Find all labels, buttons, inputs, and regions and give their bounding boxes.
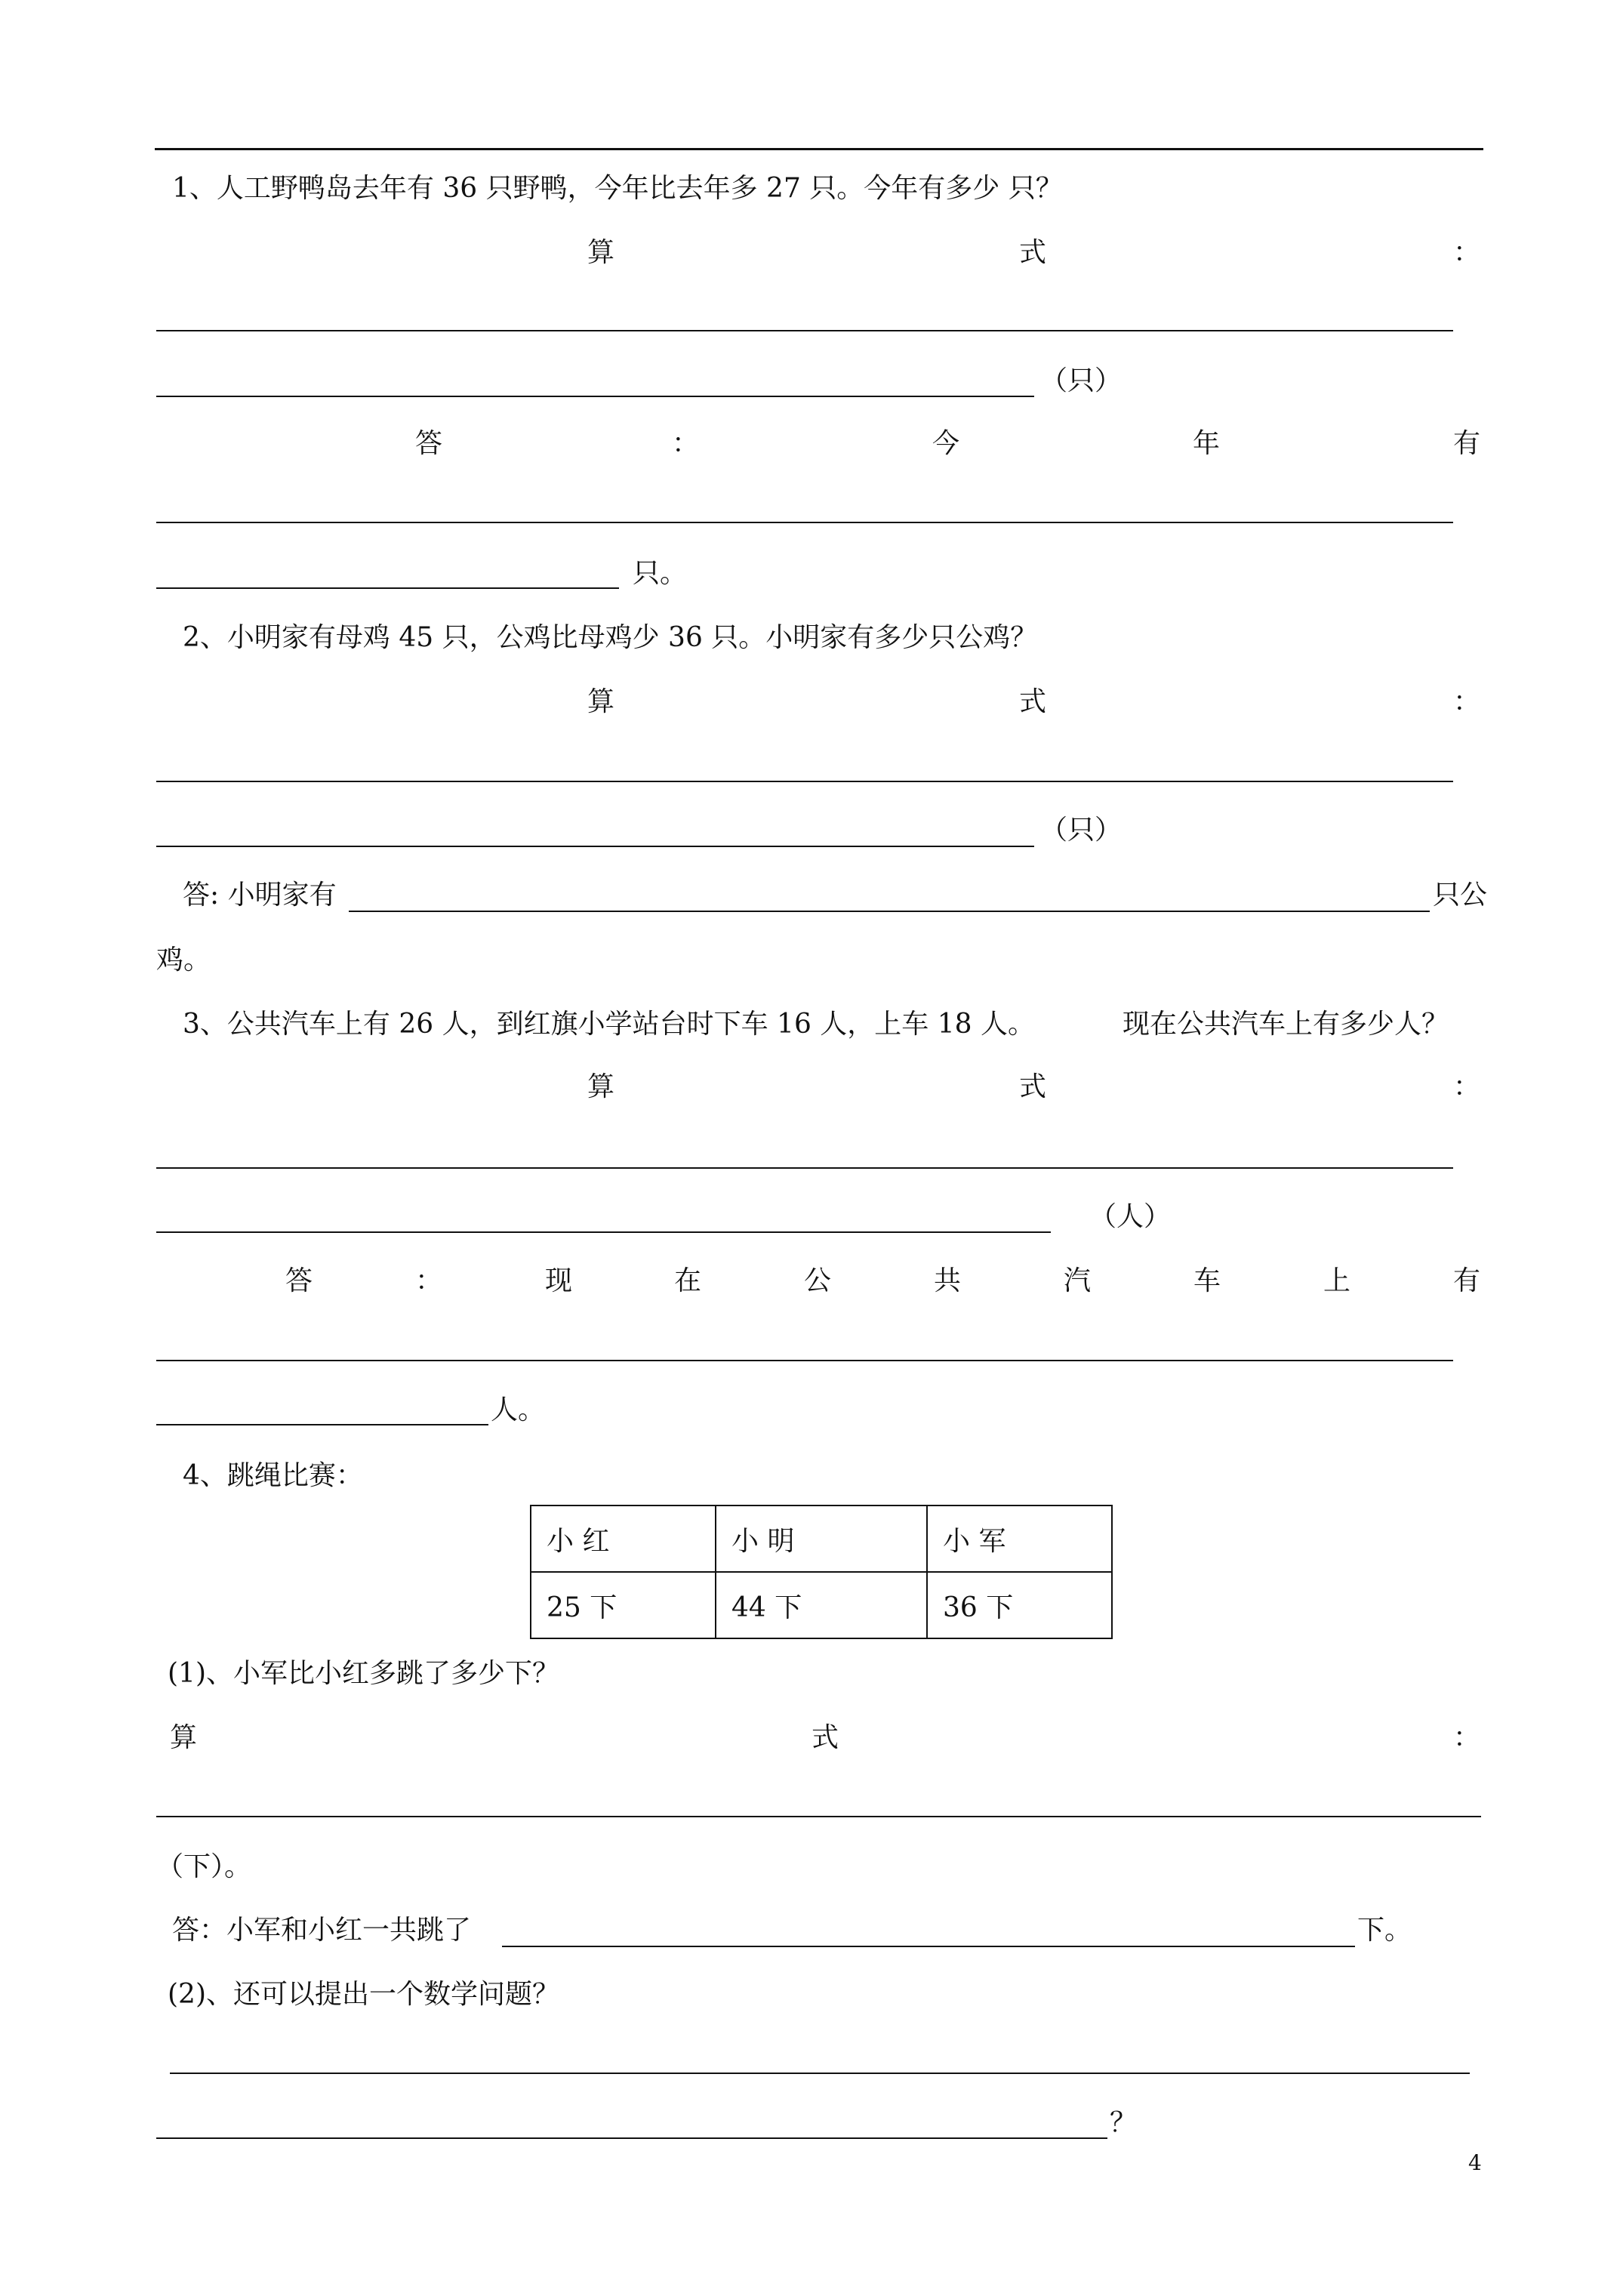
q4-question-line <box>170 2073 1470 2074</box>
table-cell: 36 下 <box>927 1572 1112 1638</box>
q4-answer-tail: 下。 <box>1357 1915 1412 1946</box>
q1-formula-label: 式 <box>1019 237 1047 268</box>
q1-answer-char: ： <box>672 428 700 459</box>
q2-answer-tail: 只公 <box>1433 880 1488 911</box>
q3-answer-line <box>156 1360 1453 1361</box>
q1-answer-char: 答 <box>415 428 443 459</box>
q1-unit: （只） <box>1040 365 1123 396</box>
q4-formula-colon: ： <box>1453 1722 1481 1753</box>
q4-formula-label: 算 <box>170 1722 198 1753</box>
q1-formula-colon: ： <box>1453 237 1481 268</box>
q4-sub2: (2)、还可以提出一个数学问题？ <box>168 1979 559 2010</box>
q2-formula-colon: ： <box>1453 686 1481 717</box>
jump-rope-table <box>530 1505 1113 1639</box>
table-cell: 25 下 <box>531 1572 716 1638</box>
q4-unit: （下）。 <box>156 1851 252 1882</box>
q1-answer-line <box>156 522 1453 523</box>
q2-formula-line <box>156 781 1453 782</box>
q4-title: 4、跳绳比赛： <box>183 1460 363 1491</box>
q3-question: 3、公共汽车上有 26 人，到红旗小学站台时下车 16 人，上车 18 人。 <box>183 1009 1035 1040</box>
q3-formula-label: 算 <box>587 1071 615 1102</box>
table-cell: 44 下 <box>716 1572 927 1638</box>
q1-result-line <box>156 396 1034 397</box>
q4-answer-blank <box>502 1946 1355 1947</box>
q3-answer-char: 现 <box>545 1265 573 1296</box>
q2-answer-blank <box>349 911 1430 912</box>
q4-sub1: (1)、小军比小红多跳了多少下？ <box>168 1658 559 1689</box>
q4-question-mark: ？ <box>1110 2107 1138 2138</box>
q3-formula-label: 式 <box>1019 1071 1047 1102</box>
q1-formula-label: 算 <box>587 237 615 268</box>
table-header-cell: 小 明 <box>716 1505 927 1572</box>
q3-answer-blank <box>156 1424 488 1425</box>
q3-answer-char: 上 <box>1323 1265 1351 1296</box>
q1-answer-char: 今 <box>932 428 960 459</box>
q3-answer-char: 车 <box>1193 1265 1221 1296</box>
q2-answer-head: 答: 小明家有 <box>183 880 337 911</box>
q3-formula-colon: ： <box>1453 1071 1481 1102</box>
q3-formula-line <box>156 1167 1453 1169</box>
q3-answer-char: 有 <box>1453 1265 1481 1296</box>
q3-result-line <box>156 1231 1051 1233</box>
q4-question-line-2 <box>156 2137 1107 2139</box>
header-rule <box>155 148 1483 150</box>
q2-formula-label: 算 <box>587 686 615 717</box>
q3-answer-char: ： <box>415 1265 443 1296</box>
q3-answer-tail: 人。 <box>491 1395 546 1425</box>
q2-result-line <box>156 846 1034 847</box>
q2-answer-wrap: 鸡。 <box>156 945 211 975</box>
q1-formula-line <box>156 330 1453 331</box>
q2-unit: （只） <box>1040 815 1123 846</box>
q2-question: 2、小明家有母鸡 45 只，公鸡比母鸡少 36 只。小明家有多少只公鸡？ <box>183 622 1038 653</box>
q1-question: 1、人工野鸭岛去年有 36 只野鸭，今年比去年多 27 只。今年有多少 只？ <box>172 173 1063 204</box>
q4-answer-head: 答：小军和小红一共跳了 <box>172 1915 472 1946</box>
q2-formula-label: 式 <box>1019 686 1047 717</box>
q1-answer-tail: 只。 <box>633 558 688 589</box>
q3-answer-char: 答 <box>285 1265 313 1296</box>
table-header-cell: 小 军 <box>927 1505 1112 1572</box>
q1-answer-blank <box>156 587 619 589</box>
table-header-cell: 小 红 <box>531 1505 716 1572</box>
q1-answer-char: 有 <box>1453 428 1481 459</box>
q1-answer-char: 年 <box>1193 428 1221 459</box>
table-row <box>531 1572 1112 1638</box>
page-number: 4 <box>1468 2150 1482 2175</box>
q3-answer-char: 公 <box>804 1265 832 1296</box>
q4-formula-label: 式 <box>812 1722 839 1753</box>
q3-answer-char: 共 <box>934 1265 962 1296</box>
q4-formula-line <box>156 1816 1481 1817</box>
q3-question-part2: 现在公共汽车上有多少人？ <box>1123 1009 1449 1040</box>
table-header-row <box>531 1505 1112 1572</box>
q3-answer-char: 在 <box>674 1265 702 1296</box>
q3-answer-char: 汽 <box>1064 1265 1092 1296</box>
q3-unit: （人） <box>1089 1201 1172 1232</box>
